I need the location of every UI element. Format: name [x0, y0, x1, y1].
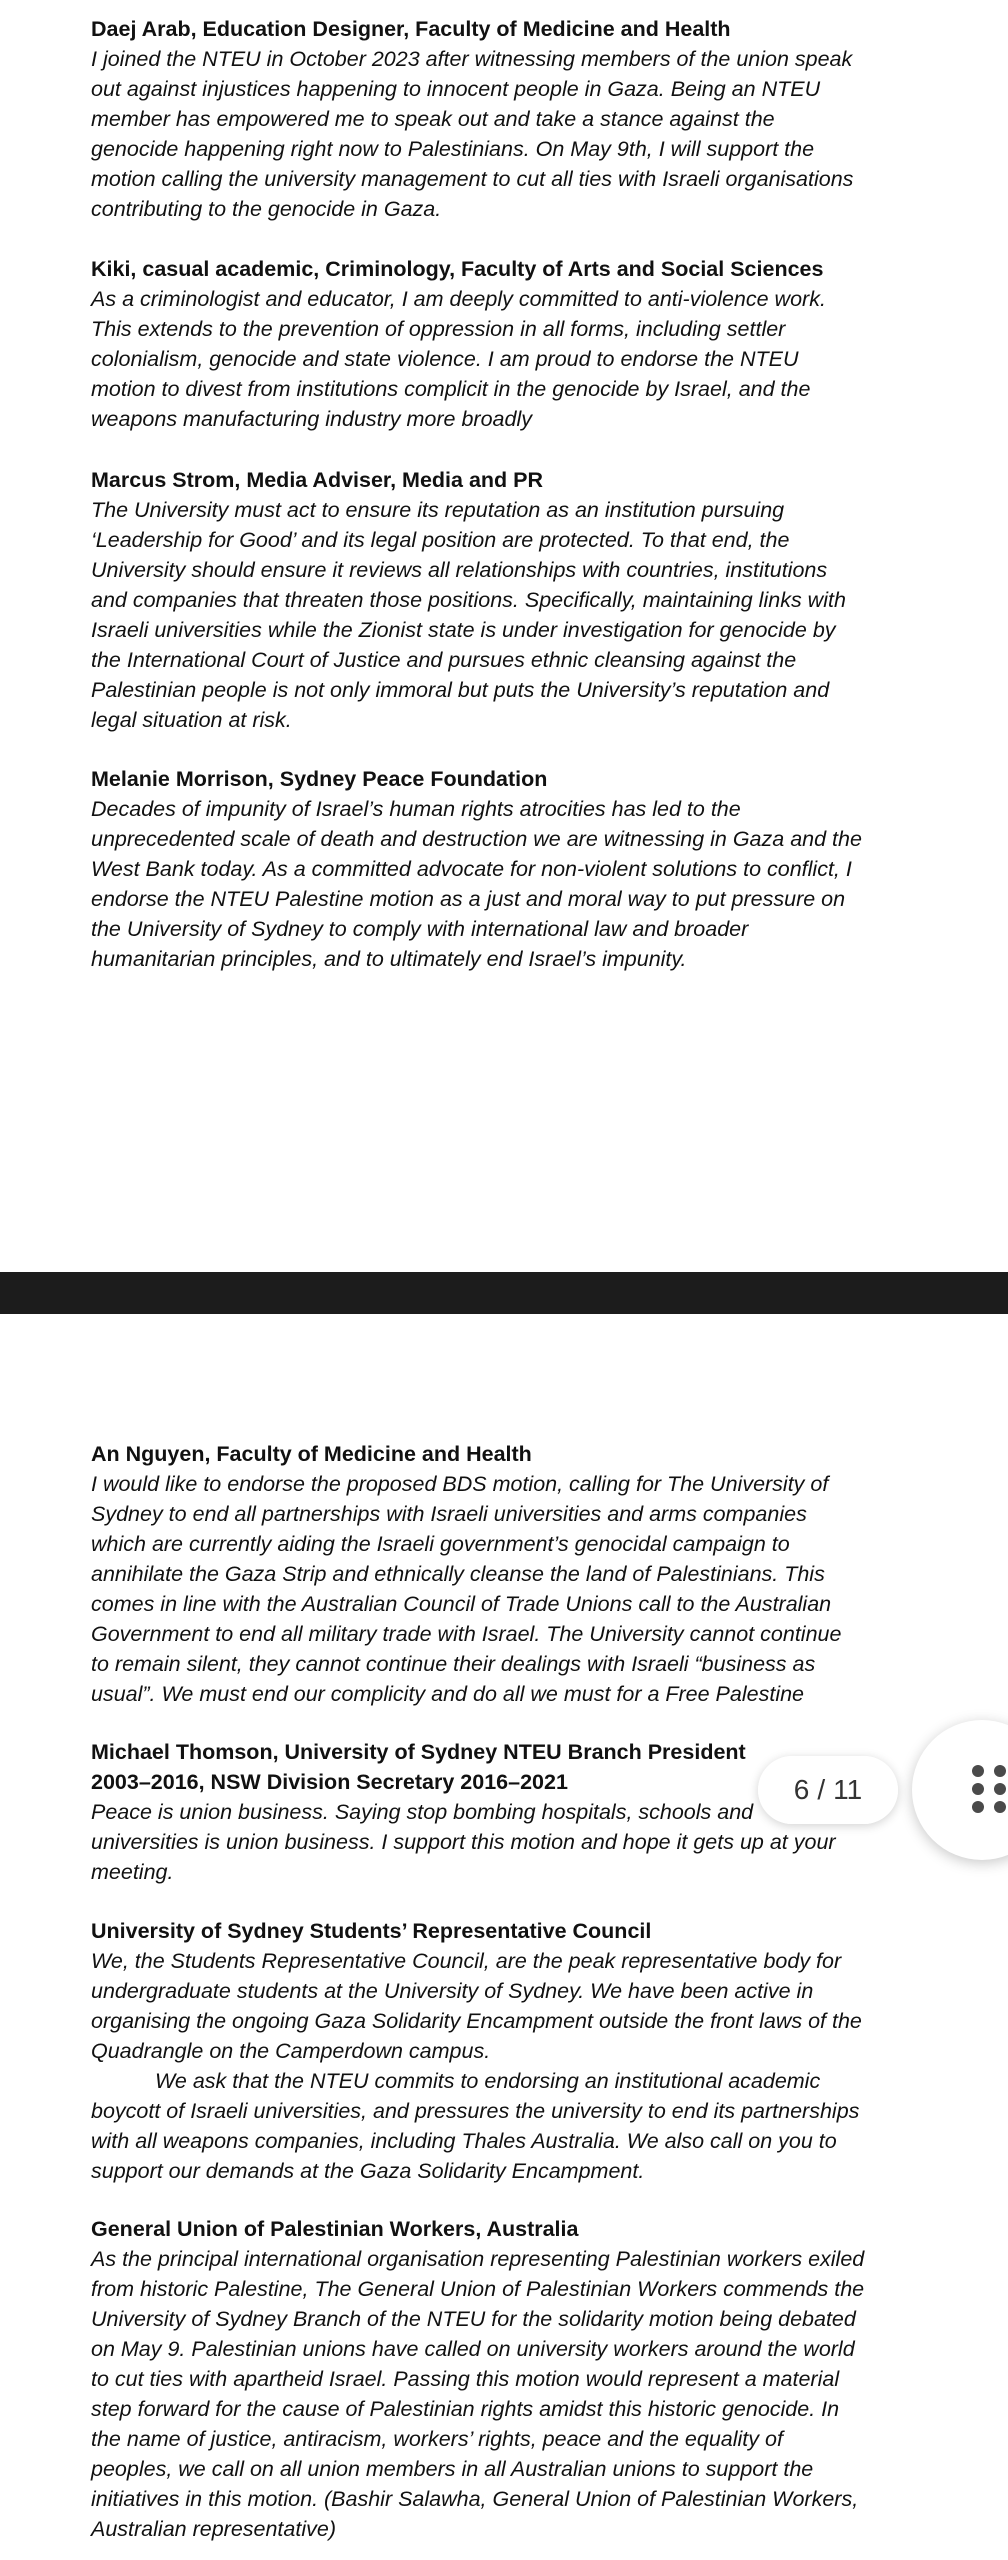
text-line: out against injustices happening to innocent people in Gaza. Being an NTEU: [91, 77, 821, 101]
endorser-name: University of Sydney Students’ Representative Council: [91, 1919, 652, 1943]
endorsement-entry: [91, 1439, 921, 1709]
endorser-name: Michael Thomson, University of Sydney NTEU Branch President: [91, 1740, 746, 1764]
endorser-name: Melanie Morrison, Sydney Peace Foundation: [91, 767, 548, 791]
document-page: [0, 1314, 1008, 2560]
text-line: comes in line with the Australian Council of Trade Unions call to the Australian: [91, 1592, 832, 1616]
text-line: meeting.: [91, 1860, 174, 1884]
endorsement-text: [91, 44, 921, 224]
text-line: Palestinian people is not only immoral but puts the University’s reputation and: [91, 678, 830, 702]
page-indicator: [758, 1756, 898, 1824]
text-line: to cut ties with apartheid Israel. Passing this motion would represent a material: [91, 2367, 840, 2391]
text-line: Government to end all military trade with Israel. The University cannot continue: [91, 1622, 842, 1646]
text-line: the International Court of Justice and pursues ethnic cleansing against the: [91, 648, 797, 672]
text-line: We, the Students Representative Council, are the peak representative body for: [91, 1949, 842, 1973]
endorser-name: Marcus Strom, Media Adviser, Media and PR: [91, 468, 544, 492]
text-line: West Bank today. As a committed advocate for non-violent solutions to conflict, I: [91, 857, 852, 881]
text-line: initiatives in this motion. (Bashir Salawha, General Union of Palestinian Workers,: [91, 2487, 859, 2511]
text-line: peoples, we call on all union members in all Australian unions to support the: [91, 2457, 814, 2481]
text-line: motion calling the university management to cut all ties with Israeli organisations: [91, 167, 854, 191]
text-line: endorse the NTEU Palestine motion as a just and moral way to put pressure on: [91, 887, 846, 911]
endorsement-text: [91, 1469, 921, 1709]
text-line: Quadrangle on the Camperdown campus.: [91, 2039, 491, 2063]
text-line: University should ensure it reviews all relationships with countries, institutions: [91, 558, 828, 582]
endorser-name: Daej Arab, Education Designer, Faculty of Medicine and Health: [91, 17, 731, 41]
text-line: colonialism, genocide and state violence. I am proud to endorse the NTEU: [91, 347, 799, 371]
endorsement-text: [91, 495, 921, 735]
text-line: annihilate the Gaza Strip and ethnically cleanse the land of Palestinians. This: [91, 1562, 825, 1586]
text-line: universities is union business. I support this motion and hope it gets up at your: [91, 1830, 836, 1854]
endorsement-entry: [91, 764, 921, 974]
endorser-name: An Nguyen, Faculty of Medicine and Health: [91, 1442, 532, 1466]
text-line: organising the ongoing Gaza Solidarity Encampment outside the front laws of the: [91, 2009, 862, 2033]
text-line: from historic Palestine, The General Union of Palestinian Workers commends the: [91, 2277, 865, 2301]
endorser-name: 2003–2016, NSW Division Secretary 2016–2021: [91, 1770, 568, 1794]
text-line: on May 9. Palestinian unions have called on university workers around the world: [91, 2337, 855, 2361]
endorsement-entry: [91, 2214, 921, 2544]
text-line: contributing to the genocide in Gaza.: [91, 197, 442, 221]
text-line: We ask that the NTEU commits to endorsing an institutional academic: [155, 2069, 821, 2093]
grid-dots-icon: [972, 1765, 1002, 1815]
text-line: unprecedented scale of death and destruction we are witnessing in Gaza and the: [91, 827, 862, 851]
endorsement-text: [91, 794, 921, 974]
text-line: I joined the NTEU in October 2023 after witnessing members of the union speak: [91, 47, 853, 71]
text-line: legal situation at risk.: [91, 708, 292, 732]
document-page: [0, 0, 1008, 1272]
text-line: support our demands at the Gaza Solidarity Encampment.: [91, 2159, 645, 2183]
text-line: This extends to the prevention of oppression in all forms, including settler: [91, 317, 786, 341]
endorser-name: General Union of Palestinian Workers, Australia: [91, 2217, 579, 2241]
text-line: weapons manufacturing industry more broadly: [91, 407, 532, 431]
endorsement-entry: [91, 254, 921, 434]
page-separator-slash: /: [817, 1774, 826, 1805]
text-line: motion to divest from institutions complicit in the genocide by Israel, and the: [91, 377, 811, 401]
text-line: Australian representative): [91, 2517, 336, 2541]
text-line: Peace is union business. Saying stop bombing hospitals, schools and: [91, 1800, 754, 1824]
endorsement-text: [91, 2244, 921, 2544]
page-separator: [0, 1272, 1008, 1314]
text-line: usual”. We must end our complicity and do all we must for a Free Palestine: [91, 1682, 805, 1706]
endorsement-entry: [91, 465, 921, 735]
text-line: University of Sydney Branch of the NTEU for the solidarity motion being debated: [91, 2307, 856, 2331]
text-line: Sydney to end all partnerships with Israeli universities and arms companies: [91, 1502, 807, 1526]
text-line: genocide happening right now to Palestinians. On May 9th, I will support the: [91, 137, 815, 161]
endorsement-entry: [91, 14, 921, 224]
endorsement-text: [91, 1946, 921, 2186]
text-line: the name of justice, antiracism, workers’ rights, peace and the equality of: [91, 2427, 783, 2451]
text-line: ‘Leadership for Good’ and its legal position are protected. To that end, the: [91, 528, 790, 552]
text-line: Israeli universities while the Zionist state is under investigation for genocide by: [91, 618, 836, 642]
text-line: humanitarian principles, and to ultimately end Israel’s impunity.: [91, 947, 687, 971]
text-line: undergraduate students at the University of Sydney. We have been active in: [91, 1979, 814, 2003]
text-line: I would like to endorse the proposed BDS motion, calling for The University of: [91, 1472, 829, 1496]
text-line: and companies that threaten those positions. Specifically, maintaining links with: [91, 588, 846, 612]
text-line: with all weapons companies, including Thales Australia. We also call on you to: [91, 2129, 837, 2153]
total-pages-number: 11: [833, 1774, 863, 1805]
text-line: The University must act to ensure its reputation as an institution pursuing: [91, 498, 785, 522]
text-line: which are currently aiding the Israeli government’s genocidal campaign to: [91, 1532, 790, 1556]
text-line: step forward for the cause of Palestinian rights amidst this historic genocide. In: [91, 2397, 840, 2421]
text-line: As a criminologist and educator, I am deeply committed to anti-violence work.: [91, 287, 826, 311]
text-line: boycott of Israeli universities, and pressures the university to end its partnerships: [91, 2099, 860, 2123]
current-page-number: 6: [793, 1774, 810, 1805]
text-line: member has empowered me to speak out and take a stance against the: [91, 107, 775, 131]
text-line: the University of Sydney to comply with international law and broader: [91, 917, 749, 941]
endorser-name: Kiki, casual academic, Criminology, Faculty of Arts and Social Sciences: [91, 257, 824, 281]
endorsement-entry: [91, 1916, 921, 2186]
text-line: Decades of impunity of Israel’s human rights atrocities has led to the: [91, 797, 741, 821]
text-line: As the principal international organisation representing Palestinian workers exiled: [91, 2247, 865, 2271]
text-line: to remain silent, they cannot continue their dealings with Israeli “business as: [91, 1652, 816, 1676]
endorsement-text: [91, 284, 921, 434]
